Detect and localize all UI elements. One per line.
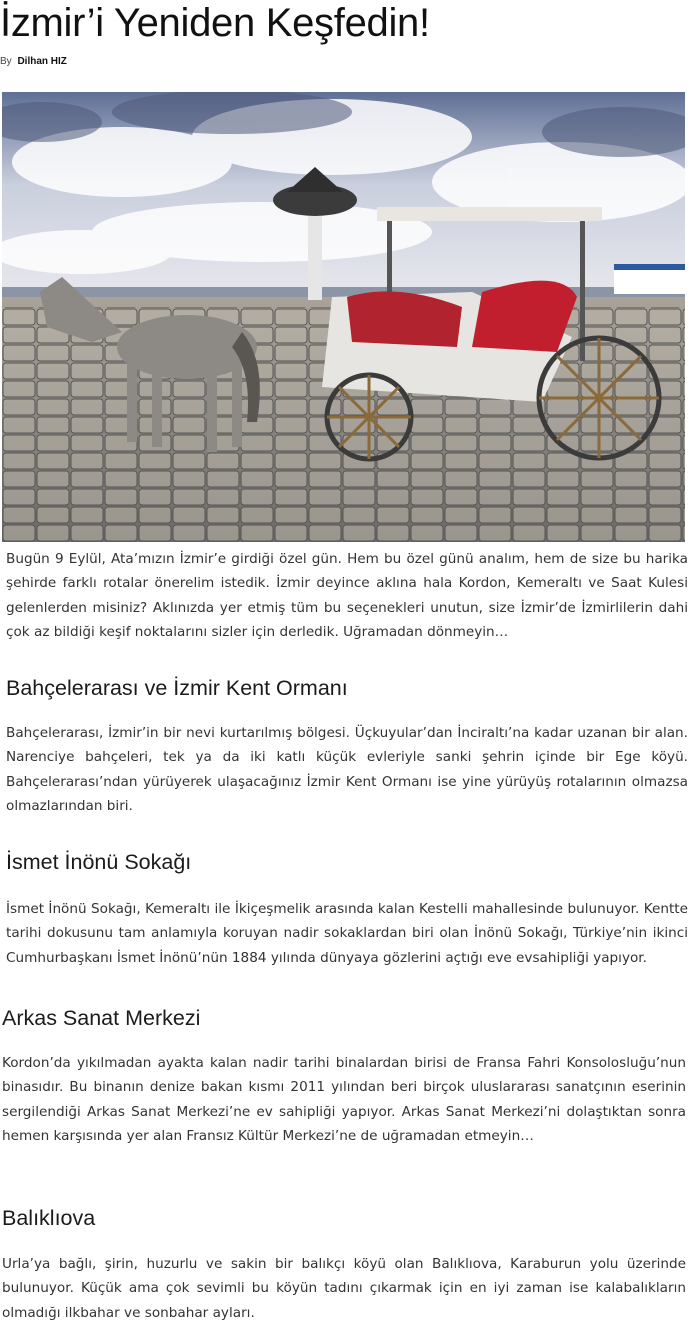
hero-image [2,92,685,542]
section-paragraph: Bahçelerarası, İzmir’in bir nevi kurtarılmış bölgesi. Üçkuyular’dan İnciraltı’na kadar uzanan bir alan. Narenciye bahçeleri, tek ya da iki katlı küçük evleriyle sanki şehrin içinde bir Ege köyü. Bahçelerarası’ndan yürüyerek ulaşacağınız İzmir Kent Ormanı ise yine yürüyüş rotalarının olmazsa olmazlarından biri. [6,725,688,814]
section-paragraph: İsmet İnönü Sokağı, Kemeraltı ile İkiçeşmelik arasında kalan Kestelli mahallesinde bulunuyor. Kentte tarihi dokusunu tam anlamıyla koruyan nadir sokaklardan biri olan İnönü Sokağı, Türkiye’nin ikinci Cumhurbaşkanı İsmet İnönü’nün 1884 yılında dünyaya gözlerini açtığı eve evsahipliği yapıyor. [6,901,688,966]
section-heading: Balıklıova [2,1206,96,1230]
section-heading: Arkas Sanat Merkezi [2,1006,201,1030]
byline [0,56,67,67]
intro-paragraph: Bugün 9 Eylül, Ata’mızın İzmir’e girdiği özel gün. Hem bu özel günü analım, hem de size bu harika şehirde farklı rotalar önerelim istedik. İzmir deyince aklına hala Kordon, Kemeraltı ve Saat Kulesi gelenlerden misiniz? Aklınızda yer etmiş tüm bu seçenekleri unutun, size İzmir’de İzmirlilerin dahi çok az bildiği keşif noktalarını sizler için derledik. Uğramadan dönmeyin… [6,551,688,640]
section-heading: Bahçelerarası ve İzmir Kent Ormanı [6,676,348,700]
section-heading: İsmet İnönü Sokağı [6,850,192,874]
section-paragraph: Kordon’da yıkılmadan ayakta kalan nadir tarihi binalardan birisi de Fransa Fahri Konsolosluğu’nun binasıdır. Bu binanın denize bakan kısmı 2011 yılından beri birçok uluslararası sanatçının eserinin sergilendiği Arkas Sanat Merkezi’ne ev sahipliği yapıyor. Arkas Sanat Merkezi’ni dolaştıktan sonra hemen karşısında yer alan Fransız Kültür Merkezi’ne de uğramadan etmeyin… [2,1055,686,1144]
section-paragraph: Urla’ya bağlı, şirin, huzurlu ve sakin bir balıkçı köyü olan Balıklıova, Karaburun yolu üzerinde bulunuyor. Küçük ama çok sevimli bu köyün tadını çıkarmak için en iyi zaman ise kalabalıkların olmadığı ilkbahar ve sonbahar ayları. [2,1256,686,1321]
horse-carriage-photo [2,92,685,542]
author-link[interactable]: Dilhan HIZ [17,56,67,67]
article-title: İzmir’i Yeniden Keşfedin! [0,1,430,45]
byline-prefix: By [0,56,12,67]
